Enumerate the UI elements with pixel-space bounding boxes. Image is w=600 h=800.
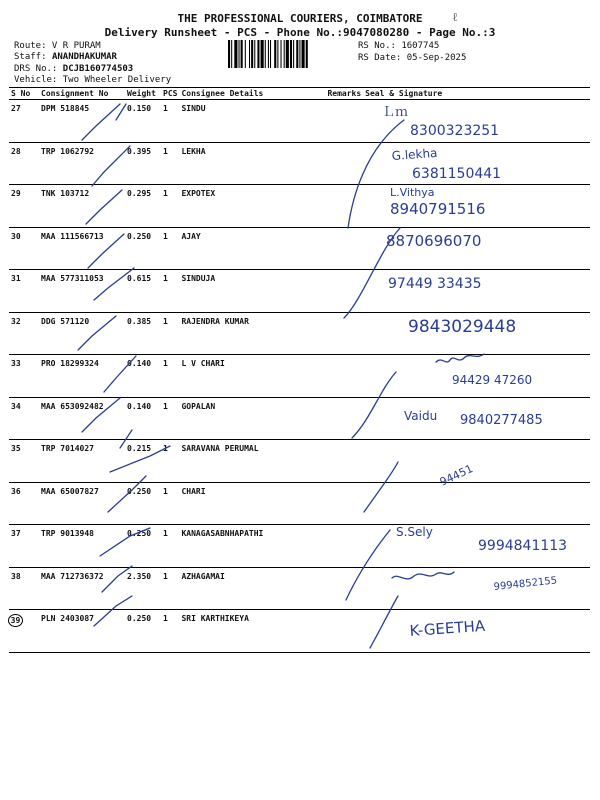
weight-cell: 0.615: [125, 270, 161, 313]
table-row: [9, 525, 590, 568]
col-consignment: Consignment No: [39, 88, 125, 100]
remarks-cell: [325, 227, 363, 270]
pcs-cell: 1: [161, 440, 179, 483]
sig-28-phone: 6381150441: [412, 166, 502, 182]
sno-cell: 27: [9, 100, 39, 143]
weight-cell: 0.250: [125, 482, 161, 525]
table-row: [9, 142, 590, 185]
sig-29-name: L.Vithya: [390, 186, 435, 199]
runsheet-subtitle: Delivery Runsheet - PCS - Phone No.:9047080280 - Page No.:3: [104, 26, 496, 39]
barcode-bar: [277, 40, 278, 68]
consignee-cell: LEKHA: [179, 142, 325, 185]
weight-cell: 0.215: [125, 440, 161, 483]
signature-cell: [363, 440, 590, 483]
circled-sno: 39: [8, 614, 23, 627]
table-row: [9, 312, 590, 355]
company-title: THE PROFESSIONAL COURIERS, COIMBATORE: [177, 12, 423, 25]
barcode-bar: [306, 40, 308, 68]
sno-cell: 30: [9, 227, 39, 270]
barcode-bar: [299, 40, 300, 68]
consignee-cell: EXPOTEX: [179, 185, 325, 228]
col-pcs: PCS: [163, 89, 178, 98]
pen-mark-icon: ℓ: [452, 10, 458, 24]
sno-cell: 28: [9, 142, 39, 185]
pcs-cell: 1: [161, 355, 179, 398]
weight-cell: 0.385: [125, 312, 161, 355]
weight-cell: 0.250: [125, 227, 161, 270]
signature-cell: [363, 185, 590, 228]
barcode-bar: [261, 40, 264, 68]
weight-cell: 0.140: [125, 355, 161, 398]
weight-cell: 0.150: [125, 100, 161, 143]
consignee-cell: KANAGASABNHAPATHI: [179, 525, 325, 568]
barcode-bar: [245, 40, 246, 68]
sig-37-phone: 9994841113: [478, 538, 568, 554]
table-row: [9, 610, 590, 653]
pcs-cell: 1: [161, 567, 179, 610]
route-line: Route: V R PURAM: [14, 41, 101, 51]
sig-37-name: S.Sely: [396, 525, 433, 539]
barcode-bar: [254, 40, 255, 68]
staff-name: ANANDHAKUMAR: [51, 52, 117, 62]
pcs-cell: 1: [161, 525, 179, 568]
remarks-cell: [325, 610, 363, 653]
consignment-cell: TNK 103712: [39, 185, 125, 228]
remarks-cell: [325, 312, 363, 355]
signature-cell: [363, 482, 590, 525]
barcode-bar: [241, 40, 243, 68]
table-row: [9, 567, 590, 610]
pcs-cell: 1: [161, 482, 179, 525]
barcode-bar: [268, 40, 269, 68]
consignee-cell: SRI KARTHIKEYA: [179, 610, 325, 653]
signature-cell: [363, 312, 590, 355]
sno-cell: 33: [9, 355, 39, 398]
consignee-cell: AZHAGAMAI: [179, 567, 325, 610]
consignment-cell: TRP 7014027: [39, 440, 125, 483]
barcode-bar: [265, 40, 266, 68]
weight-cell: 0.250: [125, 610, 161, 653]
weight-cell: 2.350: [125, 567, 161, 610]
barcode-bar: [293, 40, 294, 68]
drs-label: DRS No.:: [14, 64, 63, 74]
staff-label: Staff:: [14, 52, 52, 62]
rs-date: RS Date: 05-Sep-2025: [358, 53, 467, 63]
runsheet-table: [9, 87, 590, 653]
consignment-cell: PLN 2403087: [39, 610, 125, 653]
weight-cell: 0.295: [125, 185, 161, 228]
col-sno: S No: [9, 88, 39, 100]
sig-28-name: G.lekha: [391, 145, 438, 163]
consignee-cell: AJAY: [179, 227, 325, 270]
remarks-cell: [325, 185, 363, 228]
table-row: [9, 270, 590, 313]
weight-cell: 0.250: [125, 525, 161, 568]
sig-34-phone: 9840277485: [460, 413, 543, 428]
table-header-row: [9, 88, 590, 100]
remarks-cell: [325, 100, 363, 143]
barcode-bar: [234, 40, 237, 68]
table-row: [9, 397, 590, 440]
sig-34-name: Vaidu: [404, 409, 438, 423]
consignment-cell: MAA 577311053: [39, 270, 125, 313]
col-remarks: Remarks: [327, 89, 362, 98]
sno-cell: 32: [9, 312, 39, 355]
pcs-cell: 1: [161, 142, 179, 185]
consignee-cell: GOPALAN: [179, 397, 325, 440]
staff-line: [14, 52, 117, 62]
sno-cell: 36: [9, 482, 39, 525]
barcode-bar: [281, 40, 282, 68]
sig-31-phone: 97449 33435: [388, 276, 482, 292]
consignment-cell: DPM 518845: [39, 100, 125, 143]
signature-cell: [363, 227, 590, 270]
sig-33-phone: 94429 47260: [452, 373, 533, 387]
consignment-cell: MAA 712736372: [39, 567, 125, 610]
signature-cell: [363, 355, 590, 398]
signature-cell: [363, 397, 590, 440]
sno-cell: 37: [9, 525, 39, 568]
consignment-cell: PRO 18299324: [39, 355, 125, 398]
remarks-cell: [325, 355, 363, 398]
remarks-cell: [325, 440, 363, 483]
table-row: [9, 355, 590, 398]
barcode-bar: [296, 40, 298, 68]
vehicle-line: Vehicle: Two Wheeler Delivery: [14, 75, 172, 85]
sno-cell: 31: [9, 270, 39, 313]
barcode-bar: [228, 40, 230, 68]
signature-cell: [363, 100, 590, 143]
table-row: [9, 185, 590, 228]
pcs-cell: 1: [161, 610, 179, 653]
consignee-cell: CHARI: [179, 482, 325, 525]
consignee-cell: RAJENDRA KUMAR: [179, 312, 325, 355]
barcode-bar: [231, 40, 232, 68]
pcs-cell: 1: [161, 227, 179, 270]
sno-cell: 34: [9, 397, 39, 440]
sno-cell: 35: [9, 440, 39, 483]
barcode-bar: [302, 40, 305, 68]
barcode-image: [228, 40, 354, 68]
consignment-cell: TRP 1062792: [39, 142, 125, 185]
sig-39-name: K-GEETHA: [409, 616, 486, 640]
barcode-bar: [270, 40, 271, 68]
sno-cell: 29: [9, 185, 39, 228]
pcs-cell: 1: [161, 312, 179, 355]
pcs-cell: 1: [161, 270, 179, 313]
weight-cell: 0.140: [125, 397, 161, 440]
pcs-cell: 1: [161, 397, 179, 440]
sig-27-phone: 8300323251: [410, 123, 500, 139]
barcode-bar: [251, 40, 253, 68]
sig-27-mark: Ｌｍ: [382, 105, 409, 120]
signature-cell: [363, 142, 590, 185]
remarks-cell: [325, 397, 363, 440]
remarks-cell: [325, 525, 363, 568]
barcode-bar: [239, 40, 240, 68]
drs-line: [14, 64, 133, 74]
sno-cell: [9, 610, 39, 653]
remarks-cell: [325, 567, 363, 610]
sig-32-phone: 9843029448: [408, 317, 517, 337]
sig-30-phone: 8870696070: [386, 232, 482, 250]
consignment-cell: TRP 9013948: [39, 525, 125, 568]
barcode-bar: [284, 40, 285, 68]
col-weight: Weight: [125, 88, 161, 100]
consignment-cell: MAA 653092482: [39, 397, 125, 440]
consignment-cell: DDG 571120: [39, 312, 125, 355]
col-consignee: Consignee Details: [179, 88, 325, 100]
signature-cell: [363, 567, 590, 610]
barcode-bar: [249, 40, 250, 68]
barcode-bar: [257, 40, 259, 68]
consignment-cell: MAA 111566713: [39, 227, 125, 270]
consignee-cell: L V CHARI: [179, 355, 325, 398]
table-row: [9, 100, 590, 143]
barcode-bar: [274, 40, 276, 68]
consignee-cell: SARAVANA PERUMAL: [179, 440, 325, 483]
pcs-cell: 1: [161, 185, 179, 228]
consignee-cell: SINDU: [179, 100, 325, 143]
sig-38-phone: 9994852155: [493, 575, 558, 593]
consignment-cell: MAA 65007827: [39, 482, 125, 525]
remarks-cell: [325, 270, 363, 313]
consignee-cell: SINDUJA: [179, 270, 325, 313]
weight-cell: 0.395: [125, 142, 161, 185]
table-row: [9, 227, 590, 270]
signature-cell: [363, 525, 590, 568]
rs-number: RS No.: 1607745: [358, 41, 440, 51]
col-signature: Seal & Signature: [363, 88, 590, 100]
barcode-bar: [290, 40, 292, 68]
table-row: [9, 440, 590, 483]
signature-cell: [363, 610, 590, 653]
drs-number: DCJB160774503: [62, 64, 134, 74]
remarks-cell: [325, 142, 363, 185]
sig-29-phone: 8940791516: [390, 200, 486, 218]
remarks-cell: [325, 482, 363, 525]
table-row: [9, 482, 590, 525]
pcs-cell: 1: [161, 100, 179, 143]
signature-cell: [363, 270, 590, 313]
sig-36-phone: 94451: [437, 462, 475, 489]
barcode-bar: [286, 40, 289, 68]
sno-cell: 38: [9, 567, 39, 610]
